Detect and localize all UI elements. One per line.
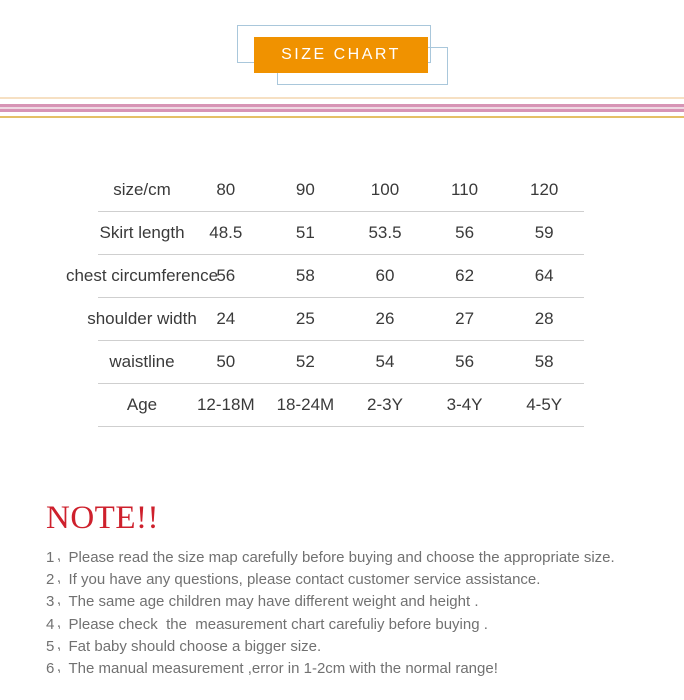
note-item <box>46 635 646 657</box>
table-header-row <box>98 169 584 212</box>
cell: 27 <box>455 309 475 328</box>
cell: 12-18M <box>196 395 255 414</box>
row-label: Age <box>126 395 158 414</box>
cell: 58 <box>534 352 554 371</box>
note-text: Please check the measurement chart carefuliy before buying . <box>68 615 488 633</box>
row-label: chest circumference <box>65 266 219 285</box>
cell: 48.5 <box>209 223 243 242</box>
note-number: 3 , <box>46 593 69 610</box>
cell: 26 <box>375 309 395 328</box>
cell: 51 <box>295 223 315 242</box>
banner-title: SIZE CHART <box>281 46 401 63</box>
header-label: size/cm <box>113 180 171 199</box>
row-label-cell <box>98 212 186 254</box>
row-label-cell <box>98 341 186 383</box>
cell: 64 <box>534 266 554 285</box>
note-text: The manual measurement ,error in 1-2cm with the normal range! <box>68 660 498 678</box>
cell: 56 <box>455 352 475 371</box>
divider-pink-line-bottom <box>0 109 684 112</box>
cell: 24 <box>216 309 236 328</box>
row-label: Skirt length <box>99 223 185 242</box>
table-row-shoulder-width <box>87 298 584 341</box>
cell: 28 <box>534 309 554 328</box>
table-row-chest-circumference <box>65 255 584 298</box>
note-text: If you have any questions, please contact customer service assistance. <box>68 570 541 588</box>
cell: 53.5 <box>368 223 402 242</box>
table-row-waistline <box>98 341 584 384</box>
note-number: 1 , <box>46 549 69 566</box>
cell: 56 <box>455 223 475 242</box>
table-row-age <box>98 384 584 427</box>
size-chart-banner <box>254 37 428 73</box>
cell: 50 <box>216 352 236 371</box>
size-table <box>65 169 584 427</box>
cell: 3-4Y <box>446 395 483 414</box>
cell: 4-5Y <box>526 395 563 414</box>
header-cell: 120 <box>529 180 559 199</box>
cell: 58 <box>295 266 315 285</box>
header-cell: 110 <box>451 180 479 199</box>
cell: 62 <box>455 266 475 285</box>
header-label-cell <box>98 169 186 211</box>
row-label-cell <box>87 298 197 340</box>
cell: 59 <box>534 223 554 242</box>
notes-list <box>46 546 646 680</box>
header-cell: 100 <box>370 180 400 199</box>
note-item <box>46 546 646 568</box>
cell: 60 <box>375 266 395 285</box>
note-item <box>46 613 646 635</box>
row-label: waistline <box>109 352 175 371</box>
cell: 54 <box>375 352 395 371</box>
header-cell: 80 <box>216 180 236 199</box>
note-item <box>46 657 646 679</box>
cell: 25 <box>295 309 315 328</box>
cell: 56 <box>216 266 236 285</box>
note-text: Please read the size map carefully before buying and choose the appropriate size. <box>68 548 615 566</box>
divider-gold-line <box>0 116 684 118</box>
divider-peach-line <box>0 97 684 99</box>
note-item <box>46 568 646 590</box>
table-row-skirt-length <box>98 212 584 255</box>
cell: 18-24M <box>276 395 335 414</box>
note-text: Fat baby should choose a bigger size. <box>68 637 322 655</box>
note-text: The same age children may have different weight and height . <box>68 593 479 611</box>
row-label: shoulder width <box>87 309 197 328</box>
cell: 2-3Y <box>367 395 403 414</box>
row-label-cell <box>65 255 219 297</box>
cell: 52 <box>295 352 315 371</box>
row-label-cell <box>98 384 186 426</box>
header-cell: 90 <box>295 180 315 199</box>
note-number: 6 , <box>46 660 69 677</box>
note-item <box>46 591 646 613</box>
note-number: 4 , <box>46 616 69 633</box>
note-title: NOTE!! <box>46 500 159 536</box>
note-number: 5 , <box>46 638 69 655</box>
note-number: 2 , <box>46 571 69 588</box>
